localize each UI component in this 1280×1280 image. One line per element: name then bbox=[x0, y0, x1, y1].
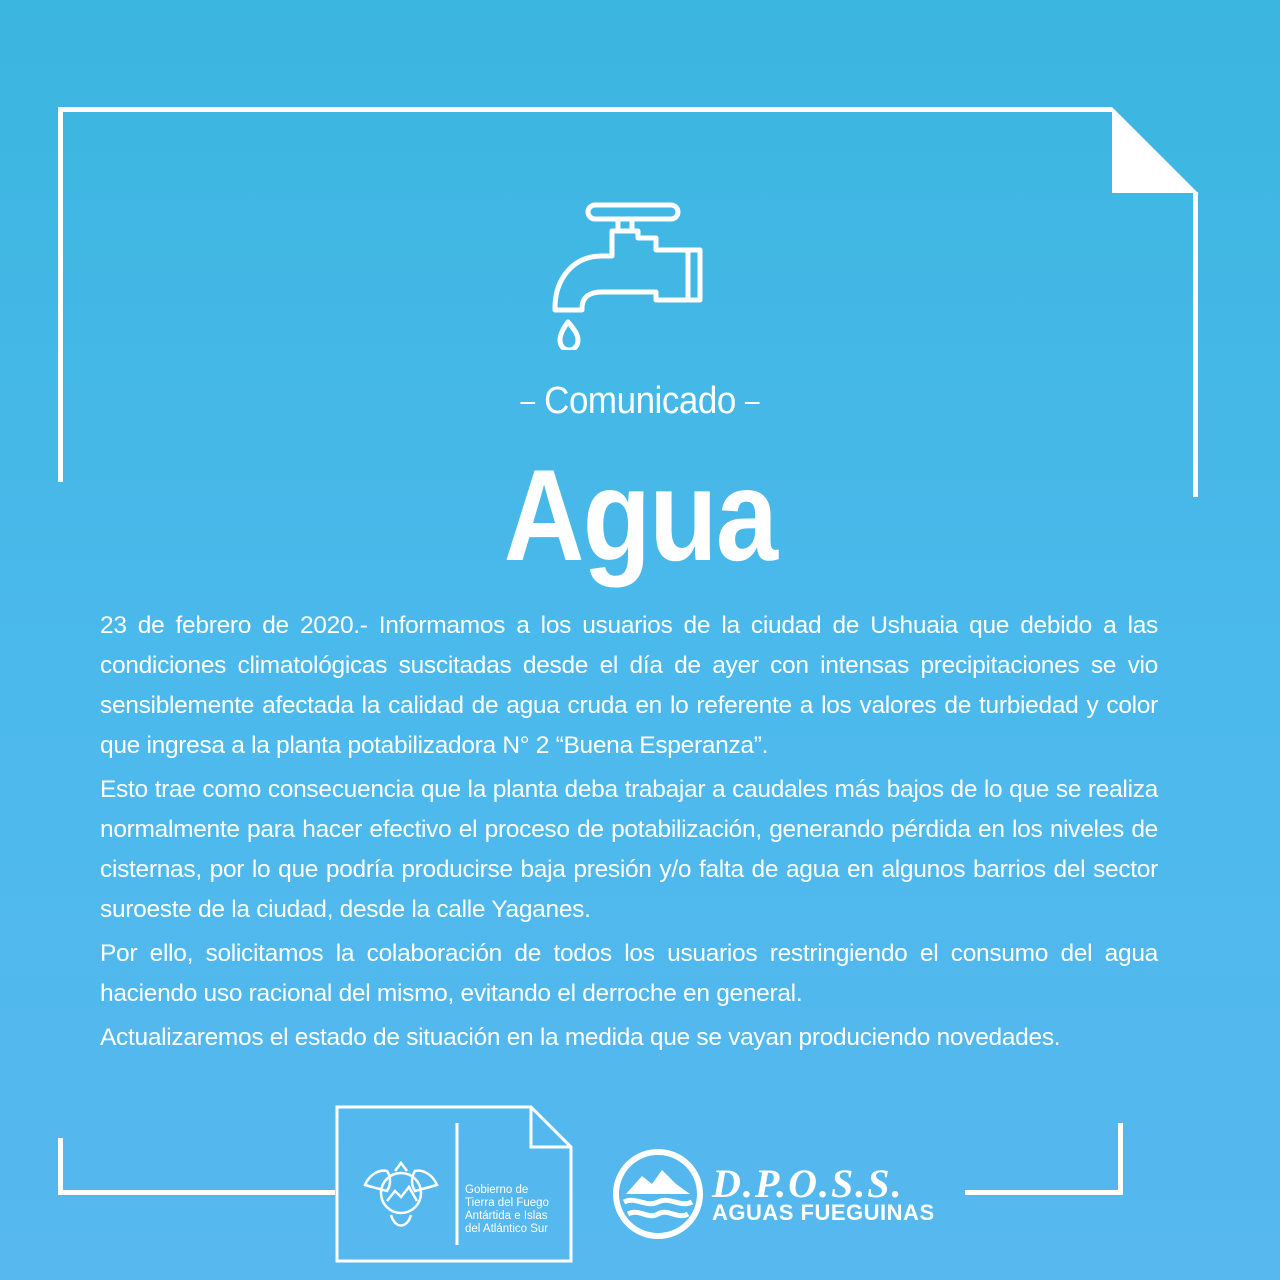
gov-line-1: Gobierno de bbox=[465, 1184, 529, 1196]
subtitle-left-dash bbox=[520, 402, 535, 404]
government-text bbox=[465, 1184, 549, 1236]
faucet-icon bbox=[540, 190, 715, 350]
subtitle-text: Comunicado bbox=[544, 380, 736, 422]
subtitle-right-dash bbox=[745, 402, 760, 404]
frame-bottom-left bbox=[58, 1190, 335, 1195]
paragraph-2: Esto trae como consecuencia que la planta deba trabajar a caudales más bajos de lo que se realiza normalmente para hacer efectivo el proceso de potabilización, generando pérdida en los niveles de cisternas, por lo que podría producirse baja presión y/o falta de agua en algunos barrios del sector suroeste de la ciudad, desde la calle Yaganes. bbox=[100, 776, 1158, 923]
frame-right-lower bbox=[1118, 1123, 1123, 1195]
page-title: Agua bbox=[503, 442, 777, 588]
dposs-subtitle: AGUAS FUEGUINAS bbox=[712, 1200, 935, 1225]
announcement-body bbox=[100, 606, 1158, 1062]
province-seal-icon bbox=[365, 1163, 437, 1226]
paragraph-4: Actualizaremos el estado de situación en la medida que se vayan produciendo novedades. bbox=[100, 1024, 1061, 1051]
paragraph-1: 23 de febrero de 2020.- Informamos a los usuarios de la ciudad de Ushuaia que debido a las condiciones climatológicas suscitadas desde el día de ayer con intensas precipitaciones se vio sensiblemente afectada la calidad de agua cruda en lo referente a los valores de turbiedad y color que ingresa a la planta potabilizadora N° 2 “Buena Esperanza”. bbox=[100, 612, 1158, 759]
mountain-waves-icon bbox=[612, 1148, 704, 1240]
dposs-name: D.P.O.S.S. bbox=[712, 1161, 904, 1206]
subtitle bbox=[51, 380, 1229, 423]
frame-bottom-right bbox=[965, 1190, 1123, 1195]
gov-line-2: Tierra del Fuego bbox=[465, 1197, 549, 1209]
gov-line-3: Antártida e Islas bbox=[465, 1210, 548, 1222]
paragraph-3: Por ello, solicitamos la colaboración de todos los usuarios restringiendo el consumo del agua haciendo uso racional del mismo, evitando el derroche en general. bbox=[100, 940, 1158, 1007]
gov-line-4: del Atlántico Sur bbox=[465, 1223, 549, 1235]
frame-left-lower bbox=[58, 1138, 63, 1195]
